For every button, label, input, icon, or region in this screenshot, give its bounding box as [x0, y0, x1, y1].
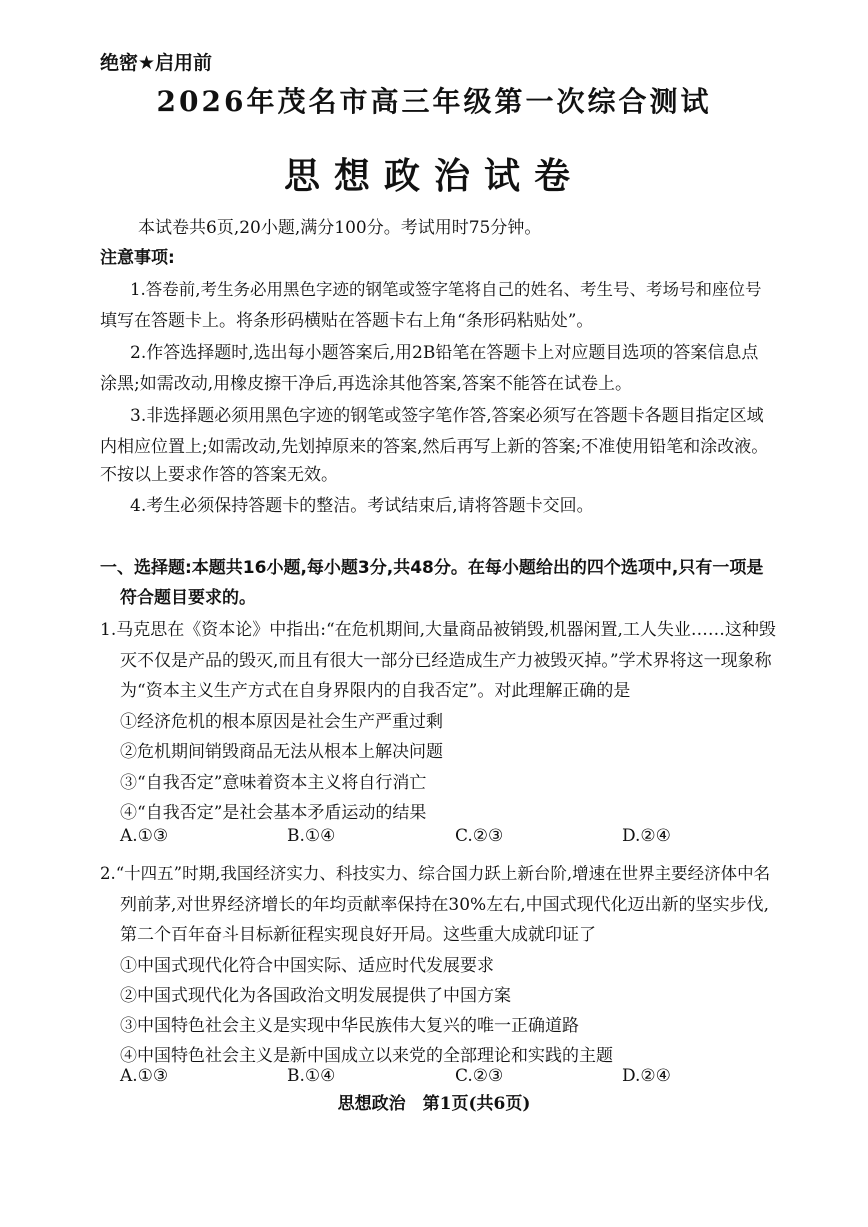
notice-line: 1.答卷前,考生务必用黑色字迹的钢笔或签字笔将自己的姓名、考生号、考场号和座位号 [130, 280, 762, 299]
question-stem: 灭不仅是产品的毁灭,而且有很大一部分已经造成生产力被毁灭掉。”学术界将这一现象称 [120, 651, 772, 671]
question-stem: 2.“十四五”时期,我国经济实力、科技实力、综合国力跃上新台阶,增速在世界主要经济体中名 [100, 864, 771, 883]
answer-choice: A.①③ [120, 826, 169, 846]
question-stem: 第二个百年奋斗目标新征程实现良好开局。这些重大成就印证了 [120, 925, 596, 945]
subject-title: 思想政治试卷 [283, 156, 584, 197]
question-stem: 列前茅,对世界经济增长的年均贡献率保持在30%左右,中国式现代化迈出新的坚实步伐, [120, 895, 769, 915]
statement-item: ①经济危机的根本原因是社会生产严重过剩 [120, 712, 443, 732]
answer-choice: B.①④ [287, 826, 336, 846]
intro-text: 本试卷共6页,20小题,满分100分。考试用时75分钟。 [138, 218, 542, 238]
statement-item: ②危机期间销毁商品无法从根本上解决问题 [120, 742, 443, 762]
notice-line: 3.非选择题必须用黑色字迹的钢笔或签字笔作答,答案必须写在答题卡各题目指定区域 [130, 406, 764, 426]
notice-line: 4.考生必须保持答题卡的整洁。考试结束后,请将答题卡交回。 [130, 496, 594, 516]
page-footer: 思想政治 第1页(共6页) [337, 1094, 531, 1114]
statement-item: ②中国式现代化为各国政治文明发展提供了中国方案 [120, 986, 511, 1006]
secret-mark: 绝密★启用前 [100, 52, 213, 74]
section-heading: 符合题目要求的。 [120, 588, 256, 608]
notice-line: 不按以上要求作答的答案无效。 [100, 465, 338, 485]
notice-line: 内相应位置上;如需改动,先划掉原来的答案,然后再写上新的答案;不准使用铅笔和涂改液。 [100, 437, 769, 457]
answer-choice: B.①④ [287, 1066, 336, 1086]
statement-item: ③中国特色社会主义是实现中华民族伟大复兴的唯一正确道路 [120, 1016, 579, 1036]
notice-line: 涂黑;如需改动,用橡皮擦干净后,再选涂其他答案,答案不能答在试卷上。 [100, 374, 632, 394]
question-stem: 1.马克思在《资本论》中指出:“在危机期间,大量商品被销毁,机器闲置,工人失业……这种毁 [100, 620, 776, 640]
answer-choice: D.②④ [622, 826, 671, 846]
notice-line: 2.作答选择题时,选出每小题答案后,用2B铅笔在答题卡上对应题目选项的答案信息点 [130, 343, 759, 363]
statement-item: ③“自我否定”意味着资本主义将自行消亡 [120, 773, 427, 793]
statement-item: ①中国式现代化符合中国实际、适应时代发展要求 [120, 956, 494, 976]
answer-choice: D.②④ [622, 1066, 671, 1086]
exam-title: 2026年茂名市高三年级第一次综合测试 [156, 85, 712, 118]
notice-title: 注意事项: [100, 248, 175, 268]
statement-item: ④中国特色社会主义是新中国成立以来党的全部理论和实践的主题 [120, 1046, 613, 1066]
section-heading: 一、选择题:本题共16小题,每小题3分,共48分。在每小题给出的四个选项中,只有一项是 [100, 558, 764, 578]
answer-choice: C.②③ [455, 1066, 504, 1086]
answer-choice: A.①③ [120, 1066, 169, 1086]
question-stem: 为“资本主义生产方式在自身界限内的自我否定”。对此理解正确的是 [120, 681, 631, 701]
notice-line: 填写在答题卡上。将条形码横贴在答题卡右上角“条形码粘贴处”。 [100, 311, 594, 331]
answer-choice: C.②③ [455, 826, 504, 846]
statement-item: ④“自我否定”是社会基本矛盾运动的结果 [120, 803, 427, 823]
